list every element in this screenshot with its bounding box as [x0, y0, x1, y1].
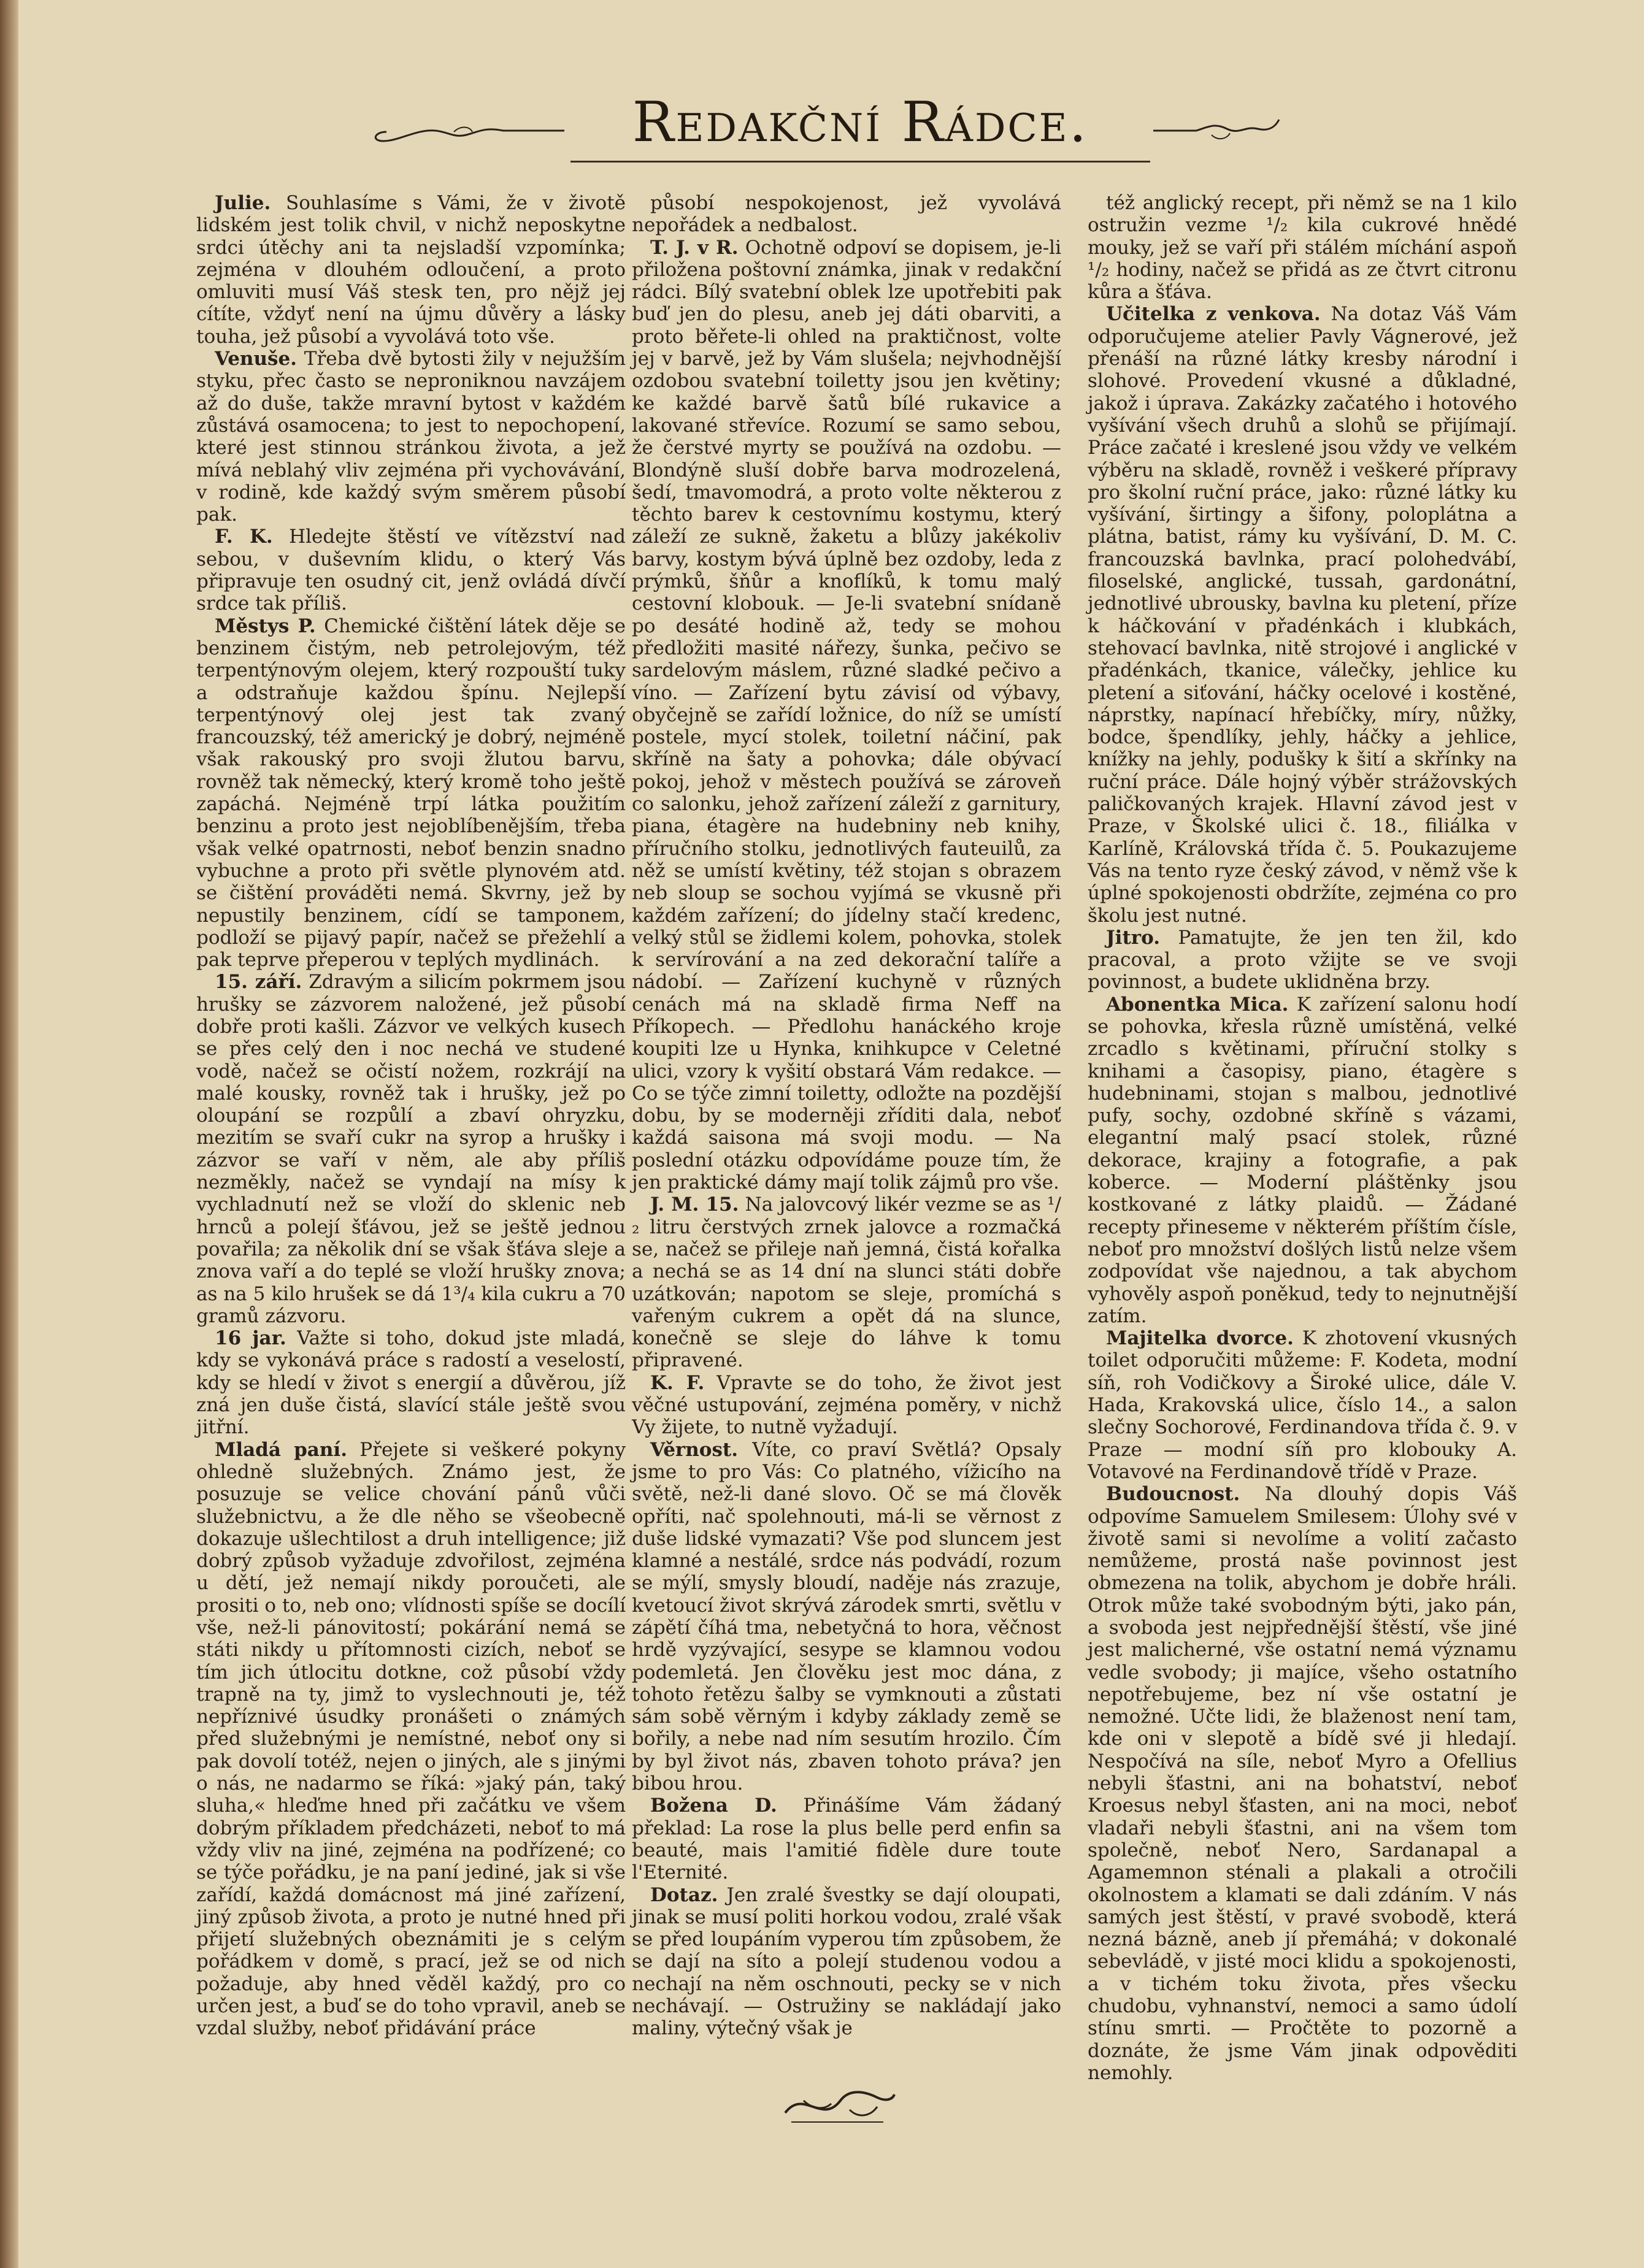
entry-addressee: Abonentka Mica.: [1106, 993, 1289, 1016]
entry-text: Zdravým a silicím pokrmem jsou hrušky se zázvorem naložené, jež působí dobře proti kašli. Zázvor ve velkých kusech se přes celý den i noc nechá ve studené vodě, načež se očistí nožem, rozkrájí na malé kousky, rovněž tak i hrušky, jež po oloupání se rozpůlí a zbaví ohryzku, mezitím se svaří cukr na syrop a hrušky i zázvor se vaří v něm, ale aby příliš nezměkly, načež se vyndají na mísy k vychladnutí než se vloží do sklenic neb hrnců a polejí šťávou, jež se ještě jednou povařila; za několik dní se však šťáva sleje a znova vaří a do teplé se vloží hrušky znova; as na 5 kilo hrušek se dá 1³/₄ kila cukru a 70 gramů zázvoru.: [196, 971, 626, 1327]
decorative-scroll-icon: [779, 2076, 896, 2131]
answer-entry: [1088, 1327, 1517, 1483]
answer-entry: [196, 192, 626, 348]
answer-entry: [1088, 1483, 1517, 2084]
page-title: Redakční Rádce.: [632, 90, 1089, 155]
entry-addressee: F. K.: [215, 526, 273, 548]
entry-text: Víte, co praví Světlá? Opsaly jsme to pro Vás: Co platného, vížicího na světě, než-li dané slovo. Oč se má člověk opříti, nač spolehnouti, má-li se věrnost z duše lidské vymazati? Vše pod sluncem jest klamné a nestálé, srdce nás podvádí, rozum se mýlí, smysly bloudí, naděje nás zrazuje, kvetoucí život skrývá zárodek smrti, světlu v zápětí číhá tma, nebetyčná to hora, věčnost hrdě vyzývající, sesype se klamnou vodou podemletá. Jen člověku jest moc dána, z tohoto řetězu šalby se vymknouti a zůstati sám sobě věrným i kdyby základy země se bořily, a nebe nad ním sesutím hrozilo. Čím by byl život nás, zbaven tohoto práva? jen bibou hrou.: [632, 1438, 1061, 1795]
entry-addressee: Majitelka dvorce.: [1106, 1327, 1294, 1350]
answer-entry: [632, 1372, 1061, 1439]
answer-entry: [632, 237, 1061, 1194]
answer-entry: [196, 1327, 626, 1438]
entry-addressee: K. F.: [650, 1371, 705, 1394]
entry-text: Souhlasíme s Vámi, že v životě lidském jest tolik chvil, v nichž neposkytne srdci útěchy ani ta nejsladší vzpomínka; zejména v dlouhém odloučení, a proto omluviti musí Váš stesk ten, pro nějž jej cítíte, vždyť není na újmu důvěry a lásky touha, jež působí a vyvolává toto vše.: [196, 192, 626, 348]
entry-text: Pamatujte, že jen ten žil, kdo pracoval, a proto vžijte se ve svoji povinnost, a budete uklidněna brzy.: [1088, 926, 1517, 994]
flourish-right-icon: [1153, 113, 1282, 150]
answer-entry: [632, 1795, 1061, 1883]
answer-entry: [1088, 994, 1517, 1327]
answer-entry: [632, 1439, 1061, 1795]
answer-entry: [1088, 303, 1517, 926]
entry-text: Na dlouhý dopis Váš odpovíme Samuelem Smilesem: Úlohy své v životě sami si nevolíme a volití začasto nemůžeme, prostá naše povinnost jest obmezena na tolik, abychom je dobře hráli. Otrok může také svobodným býti, jako pán, a svoboda jest nejpřednější štěstí, vše jiné jest malicherné, vše ostatní nemá významu vedle svobody; ji majíce, všeho ostatního nepotřebujeme, bez ní vše ostatní je nemožné. Učte lidi, že blaženost není tam, kde oni v slepotě a bídě své ji hledají. Nespočívá na síle, neboť Myro a Ofellius nebyli šťastni, ani na bohatství, neboť Kroesus nebyl šťasten, ani na moci, neboť vladaři nebyli šťastni, ani na všem tom společně, neboť Nero, Sardanapal a Agamemnon sténali a plakali a otročili okolnostem a klamati se dali zdáním. V nás samých jest štěstí, v pravé svobodě, která nezná bázně, aneb jí přemáhá; v dokonalé sebevládě, v jisté moci klidu a spokojenosti, a v tichém toku života, přes všecku chudobu, vyhnanství, nemoci a samo údolí stínu smrti. — Pročtěte to pozorně a doznáte, že jsme Vám jinak odpověditi nemohly.: [1088, 1483, 1517, 2084]
flourish-left-icon: [362, 113, 564, 150]
answer-entry: [1088, 192, 1517, 303]
column-3: [1088, 192, 1517, 2084]
entry-addressee: Jitro.: [1106, 926, 1161, 949]
entry-text: Přinášíme Vám žádaný překlad: La rose la plus belle perd enfin sa beauté, mais l'amitié fidèle dure toute l'Eternité.: [632, 1795, 1061, 1884]
entry-addressee: T. J. v R.: [650, 236, 739, 259]
entry-text: působí nespokojenost, jež vyvolává nepořádek a nedbalost.: [632, 192, 1061, 237]
answer-entry: [1088, 927, 1517, 994]
page-header: [362, 86, 1282, 166]
entry-addressee: Julie.: [215, 192, 271, 214]
answer-entry: [632, 1884, 1061, 2040]
entry-text: Vpravte se do toho, že život jest věčné ustupování, zejména poměry, v nichž Vy žijete, to nutně vyžadují.: [632, 1371, 1062, 1439]
answer-entry: [196, 526, 626, 615]
entry-text: K zhotovení vkusných toilet odporučiti můžeme: F. Kodeta, modní síň, roh Vodičkovy a Široké ulice, dále V. Hada, Krakovská ulice, číslo 14., a salon slečny Sochorové, Ferdinandova třída č. 9. v Praze — modní síň pro klobouky A. Votavové na Ferdinandově třídě v Praze.: [1088, 1327, 1517, 1483]
entry-text: Chemické čištění látek děje se benzinem čistým, neb petrolejovým, též terpentýnovým olejem, který rozpouští tuky a odstraňuje každou špínu. Nejlepší terpentýnový olej jest tak zvaný francouzský, též americký je dobrý, nejméně však rakouský pro svoji žlutou barvu, rovněž tak německý, který kromě toho ještě zapáchá. Nejméně trpí látka použitím benzinu a proto jest nejoblíbenějším, třeba však velké opatrnosti, neboť benzin snadno vybuchne a proto při světle plynovém atd. se čištění prováděti nemá. Skvrny, jež by nepustily benzinem, cídí se tamponem, podloží se pijavý papír, načež se přežehlí a pak teprve přeperou v teplých mydlinách.: [196, 615, 626, 971]
entry-text: Přejete si veškeré pokyny ohledně služebných. Známo jest, že posuzuje se velice chování pánů vůči služebnictvu, a že dle něho se všeobecně dokazuje ušlechtilost a druh intelligence; již dobrý způsob vyžaduje zdvořilost, zejména u dětí, jež nemají nikdy poroučeti, ale prositi o to, neb ono; vlídnosti spíše se docílí vše, než-li pánovitostí; pokárání nemá se státi nikdy u přítomnosti cizích, neboť se tím jich útlocitu dotkne, což působí vždy trapně na ty, jimž to vyslechnouti je, též nepříznivé úsudky pronášeti o známých před služebnými je nemístné, neboť ony si pak dovolí totéž, nejen o jiných, ale s jinými o nás, ne nadarmo se říká: »jaký pán, taký sluha,« hleďme hned při začátku ve všem dobrým příkladem předcházeti, neboť to má vždy vliv na jiné, zejména na podřízené; co se týče pořádku, je na paní jediné, jak si vše zařídí, každá domácnost má jiné zařízení, jiný způsob života, a proto je nutné hned při přijetí služebných obeznámiti je s celým pořádkem v domě, s prací, jež se od nich požaduje, aby hned věděl každý, pro co určen jest, a buď se do toho vpravil, aneb se vzdal služby, neboť přidávání práce: [196, 1438, 626, 2040]
answer-entry: [196, 1439, 626, 2040]
entry-text: Třeba dvě bytosti žily v nejužším styku, přec často se neproniknou navzájem až do duše, takže mravní bytost v každém zůstává osamocena; to jest to nepochopení, které jest stinnou stránkou života, a jež mívá neblahý vliv zejména při vychovávání, v rodině, kde každý svým směrem působí pak.: [196, 348, 626, 526]
entry-text: Hledejte štěstí ve vítězství nad sebou, v duševním klidu, o který Vás připravuje ten osudný cit, jenž ovládá dívčí srdce tak příliš.: [196, 526, 626, 615]
entry-addressee: Dotaz.: [650, 1883, 718, 1906]
entry-addressee: Učitelka z venkova.: [1106, 303, 1321, 326]
entry-text: Ochotně odpoví se dopisem, je-li přiložena poštovní známka, jinak v redakční rádci. Bílý svatební oblek lze upotřebiti pak buď jen do plesu, aneb jej dáti obarviti, a proto běřete-li ohled na praktičnost, volte jej v barvě, jež by Vám slušela; nejvhodnější ozdobou svatební toiletty jsou jen květiny; ke každé barvě šatů bílé rukavice a lakované střevíce. Rozumí se samo sebou, že čerstvé myrty se používá na ozdobu. — Blondýně sluší dobře barva modrozelená, šedí, tmavomodrá, a proto volte některou z těchto barev k cestovnímu kostymu, který záleží ze sukně, žaketu a blůzy jakékoliv barvy, kostym bývá úplně bez ozdoby, leda z prýmků, šňůr a knoflíků, k tomu malý cestovní klobouk. — Je-li svatební snídaně po desáté hodině až, tedy se mohou předložiti masité nářezy, šunka, pečivo se sardelovým máslem, různé sladké pečivo a víno. — Zařízení bytu závisí od výbavy, obyčejně se zařídí ložnice, do níž se umístí postele, mycí stolek, toiletní náčiní, pak skříně na šaty a pohovka; dále obývací pokoj, jehož v městech používá se zároveň co salonku, jehož zařízení záleží z garnitury, piana, étagère na hudebniny neb knihy, příručního stolku, jednotlivých fauteuilů, za něž se umístí květiny, též stojan s obrazem neb sloup se sochou vyjímá se vkusně při každém zařízení; do jídelny stačí kredenc, velký stůl se židlemi kolem, pohovka, stolek k servírování a na zed dekorační talíře a nádobí. — Zařízení kuchyně v různých cenách má na skladě firma Neff na Příkopech. — Předlohu hanáckého kroje koupiti lze u Hynka, knihkupce v Celetné ulici, vzory k vyšití obstará Vám redakce. — Co se týče zimní toiletty, odložte na pozdější dobu, by se moderněji zříditi dala, neboť každá saisona má svoji modu. — Na poslední otázku odpovídáme pouze tím, že jen praktické dámy mají tolik zájmů pro vše.: [632, 236, 1061, 1194]
entry-text: Na dotaz Váš Vám odporučujeme atelier Pavly Vágnerové, jež přenáší na různé látky kresby národní i slohové. Provedení vkusné a důkladné, jakož i úprava. Zakázky začatého i hotového vyšívání všech druhů a slohů se přijímají. Práce začaté i kreslené jsou vždy ve velkém výběru na skladě, rovněž i veškeré přípravy pro školní ruční práce, jako: různé látky ku vyšívání, širtingy a šifony, poloplátna a plátna, batist, rámy ku vyšívání, D. M. C. francouzská bavlnka, prací polohedvábí, filoselské, anglické, tussah, gardonátní, jednotlivé ubrousky, bavlna ku pletení, příze k háčkování v přadénkách i klubkách, stehovací bavlnka, nitě strojové i anglické v přadénkách, tkanice, válečky, jehlice ku pletení a siťování, háčky ocelové i kostěné, náprstky, napínací hřebíčky, míry, nůžky, bodce, špendlíky, jehly, háčky a jehlice, knížky na jehly, podušky k šití a skřínky na ruční práce. Dále hojný výběr strážovských paličkovaných krajek. Hlavní závod jest v Praze, v Školské ulici č. 18., filiálka v Karlíně, Královská třída č. 5. Poukazujeme Vás na tento ryze český závod, v němž vše k úplné spokojenosti obdržíte, zejména co pro školu jest nutné.: [1088, 303, 1517, 927]
entry-addressee: Městys P.: [215, 615, 316, 637]
entry-text: Na jalovcový likér vezme se as ¹/₂ litru čerstvých zrnek jalovce a rozmačká se, načež se přileje naň jemná, čistá kořalka a nechá se as 14 dní na slunci státi dobře uzátkován; napotom se sleje, promíchá s vařeným cukrem a opět dá na slunce, konečně se sleje do láhve k tomu připravené.: [632, 1193, 1061, 1372]
entry-addressee: Budoucnost.: [1106, 1483, 1240, 1506]
entry-addressee: 16 jar.: [215, 1327, 286, 1350]
answer-entry: [632, 1193, 1061, 1371]
entry-addressee: Mladá paní.: [215, 1438, 348, 1461]
answer-entry: [632, 192, 1061, 237]
column-2: [632, 192, 1062, 2040]
answer-entry: [196, 348, 626, 526]
entry-text: Važte si toho, dokud jste mladá, kdy se vykonává práce s radostí a veselostí, kdy se hledí v život s energií a důvěrou, jíž zná jen duše čistá, slavící stále ještě svou jitřní.: [196, 1327, 626, 1439]
answer-entry: [196, 615, 626, 971]
column-1: [196, 192, 626, 2040]
entry-addressee: 15. září.: [215, 971, 302, 994]
entry-addressee: Venuše.: [215, 348, 297, 370]
title-underline: [570, 161, 1150, 163]
entry-text: též anglický recept, při němž se na 1 kilo ostružin vezme ¹/₂ kila cukrové hnědé mouky, jež se vaří při stálém míchání aspoň ¹/₂ hodiny, načež se přidá as ze čtvrt citronu kůra a šťáva.: [1088, 192, 1517, 304]
entry-text: K zařízení salonu hodí se pohovka, křesla různě umístěná, velké zrcadlo s květinami, příruční stolky s knihami a časopisy, piano, étagère s hudebninami, stojan s malbou, jednotlivé pufy, sochy, ozdobné skříně s vázami, elegantní malý psací stolek, různé dekorace, krajiny a fotografie, a pak koberce. — Moderní pláštěnky jsou kostkované z látky plaidů. — Žádané recepty přineseme v některém příštím čísle, neboť pro množství došlých listů nelze všem zodpovídat vše najednou, a tak abychom vyhověly aspoň poněkud, tedy to nejnutnější zatím.: [1088, 993, 1517, 1327]
entry-addressee: Božena D.: [650, 1795, 777, 1817]
book-spine: [0, 0, 18, 2268]
entry-addressee: Věrnost.: [650, 1438, 739, 1461]
entry-text: Jen zralé švestky se dají oloupati, jinak se musí politi horkou vodou, zralé však se před loupáním vyperou tím způsobem, že se dají na síto a polejí studenou vodou a nechají na něm oschnouti, pecky se v nich nechávají. — Ostružiny se nakládají jako maliny, výtečný však je: [632, 1883, 1062, 2040]
answer-entry: [196, 971, 626, 1327]
entry-addressee: J. M. 15.: [650, 1193, 739, 1216]
